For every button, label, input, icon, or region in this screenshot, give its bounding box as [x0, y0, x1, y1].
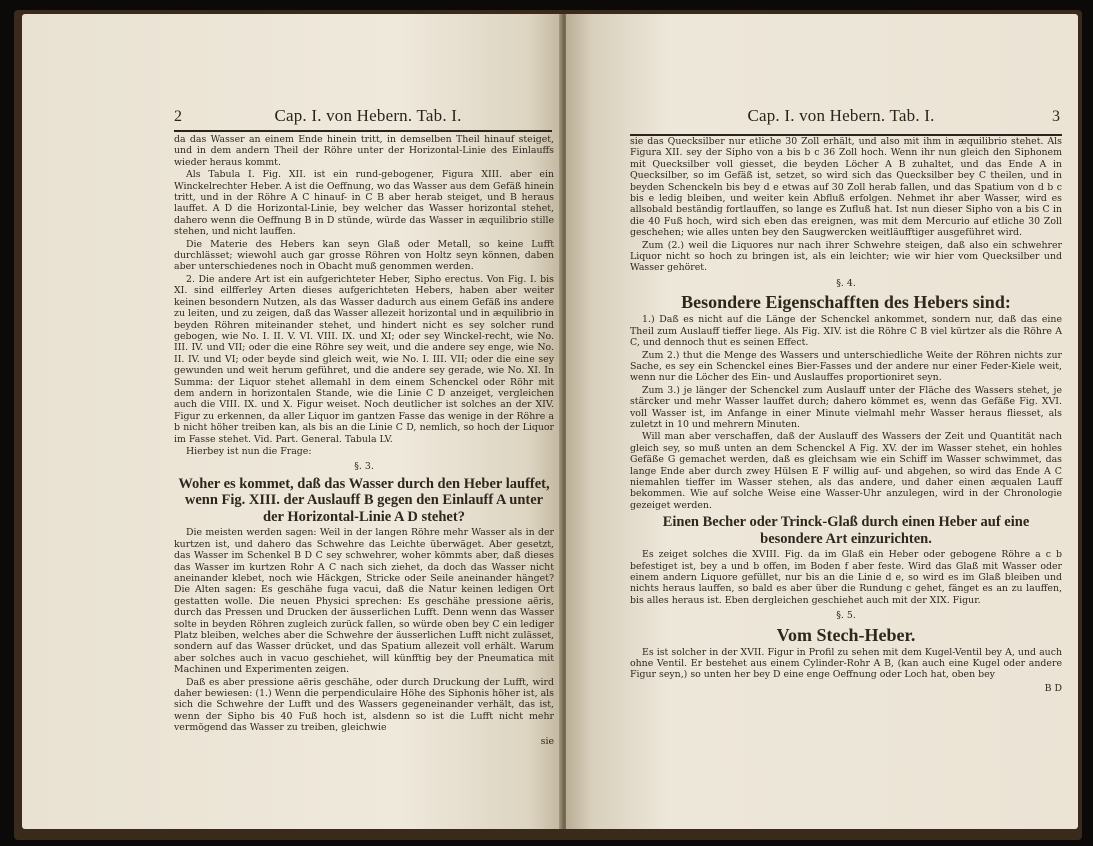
- catchword: B D: [1044, 682, 1062, 694]
- catchword: sie: [540, 735, 554, 747]
- page-number: 3: [1052, 108, 1060, 125]
- right-page: [566, 14, 1078, 829]
- paragraph: 2. Die andere Art ist ein aufgerichteter Heber, Sipho erectus. Von Fig. I. bis XI. sind eilfferley Arten dieses aufgerichteten Hebers, haben aber weiter keinen besondern Nutzen, als das Wasser dadurch aus einem Gefäß ins andere zu leiten, und zu zeigen, daß das Wasser allezeit horizontal und in æquilibrio in beyden Röhren miteinander stehet, und hindert nicht es sey solcher rund gebogen, wie No. I. II. V. VI. VIII. IX. und XI; oder sey Winckel-recht, wie No. III. IV. und VII; oder die eine Röhre sey weit, und die andere sey enge, wie No. II. IV. und VI; oder beyde sind gleich weit, wie No. I. III. VII; oder die eine sey gewunden und weit herum geführet, und die andere sey gerade, wie No. XI. In Summa: der Liquor stehet allemahl in dem einem Schenckel oder Röhr mit dem andern in horizontalen Stande, wie die Linie C D anzeiget, vergleichen auch die VIII. IX. und X. Figur weiset. Noch deutlicher ist solches an der XIV. Figur zu erkennen, da aller Liquor im gantzen Fasse das wenige in der Röhre a b nicht höher treiben kan, als bis an die Linie C D, nemlich, so hoch der Liquor im Fasse stehet. Vid. Part. General. Tabula LV.: [174, 273, 554, 445]
- paragraph: Hierbey ist nun die Frage:: [186, 445, 312, 457]
- paragraph: Die Materie des Hebers kan seyn Glaß oder Metall, so keine Lufft durchlässet; wiewohl auch gar grosse Röhren von Holtz seyn können, daben aber unterschiedenes noch in Obacht muß genommen werden.: [174, 238, 554, 273]
- paragraph: 1.) Daß es nicht auf die Länge der Schenckel ankommet, sondern nur, daß das eine Theil zum Auslauff tieffer liege. Als Fig. XIV. ist die Röhre C B viel kürtzer als die Röhre A C, und dennoch thut es seinen Effect.: [630, 314, 1062, 349]
- paragraph: Die meisten werden sagen: Weil in der langen Röhre mehr Wasser als in der kurtzen ist, und dahero das Schwehre das Leichte überwäget. Aber gesetzt, das Wasser im Schenkel B D C sey schwehrer, woher kömmts aber, daß dieses das Wasser im kurtzen Rohr A C nach sich ziehet, da doch das Wasser nicht aneinander klebet, noch wie Häckgen, Stricke oder Seile aneinander hänget? Die Alten sagen: Es geschähe fuga vacui, daß die Natur keinen ledigen Ort gestatten wolle. Die neuen Physici sprechen: Es geschähe pressione aëris, durch das Pressen und Drucken der äusserlichen Lufft. Denn wenn das Wasser solte in beyden Röhren zugleich zurück fallen, so würde oben bey C ein lediger Platz bleiben, welches aber die Schwehre der äusserlichen Lufft nicht zulässet, sondern auf das Wasser drücket, und das Spatium allezeit voll erhält. Warum aber solches auch in vacuo geschiehet, will künfftig bey der Pneumatica mit Machinen und Experimenten zeigen.: [174, 527, 554, 676]
- header-rule: [174, 130, 552, 132]
- section-number: §. 5.: [836, 610, 856, 622]
- paragraph: Zum 2.) thut die Menge des Wassers und unterschiedliche Weite der Röhren nichts zur Sache, es sey ein Schenckel eines Bier-Fasses und der andere nur einer Feder-Kiele weit, wenn nur die Löcher des Ein- und Auslauffes proportioniret seyn.: [630, 349, 1062, 384]
- paragraph: Daß es aber pressione aëris geschähe, oder durch Druckung der Lufft, wird daher bewiesen: (1.) Wenn die perpendiculaire Höhe des Siphonis höher ist, als sich die Schwehre der Lufft und des Wassers gegeneinander verhält, das ist, wenn der Sipho bis 40 Fuß hoch ist, alsdenn so ist die Lufft nicht mehr vermögend das Wasser zu treiben, gleichwie: [174, 676, 554, 734]
- paragraph: Zum 3.) je länger der Schenckel zum Auslauff unter der Fläche des Wassers stehet, je stärcker und mehr Wasser lauffet durch; dahero kömmet es, wenn das Gefäße Fig. XVI. voll Wasser ist, im Anfange in einer Minute vielmahl mehr Wasser heraus fliesset, als zuletzt in 10 und mehrern Minuten.: [630, 384, 1062, 430]
- section-heading: Besondere Eigenschafften des Hebers sind:: [681, 292, 1011, 313]
- paragraph: da das Wasser an einem Ende hinein tritt, in demselben Theil hinauf steiget, und in dem andern Theil der Röhre unter der Horizontal-Linie des Einlauffs wieder heraus kommt.: [174, 134, 554, 168]
- running-title: Cap. I. von Hebern. Tab. I.: [747, 106, 935, 125]
- paragraph: Zum (2.) weil die Liquores nur nach ihrer Schwehre steigen, daß also ein schwehrer Liquor nicht so hoch zu bringen ist, als ein leichter; wie wir hier vom Quecksilber und Wasser gehöret.: [630, 239, 1062, 274]
- subsection-heading: Einen Becher oder Trinck-Glaß durch einen Heber auf eine besondere Art einzurichten.: [662, 514, 1030, 547]
- right-page-body: [630, 136, 1062, 694]
- paragraph: Es ist solcher in der XVII. Figur in Profil zu sehen mit dem Kugel-Ventil bey A, und auch ohne Ventil. Er bestehet aus einem Cylinder-Rohr A B, (kan auch eine Kugel oder andere Figur seyn,) so unten her bey D eine enge Oeffnung oder Loch hat, oben bey: [630, 646, 1062, 681]
- paragraph: Es zeiget solches die XVIII. Fig. da im Glaß ein Heber oder gebogene Röhre a c b befestiget ist, bey a und b offen, im Boden f aber feste. Wird das Glaß mit Wasser oder einem andern Liquore gefüllet, nur bis an die Linie d e, so wird es im Glaß bleiben und nichts heraus lauffen, so bald es aber über die Rundung c gehet, fänget es an zu lauffen, bis alles heraus ist. Eben dergleichen geschiehet auch mit der XIX. Figur.: [630, 549, 1062, 606]
- paragraph: sie das Quecksilber nur etliche 30 Zoll erhält, und also mit ihm in æquilibrio stehet. Als Figura XII. sey der Sipho von a bis b c 36 Zoll hoch. Wenn ihr nun gleich den Siphonem mit Quecksilber voll giesset, die beyden Löcher A B zuhaltet, und das Ende A in Quecksilber, so im Gefäß ist, setzet, so wird sich das Quecksilber bey C theilen, und in beyden Schenckeln bis bey d e etwas auf 30 Zoll herab fallen, und das Spatium von d b c bis e ledig bleiben, und weiter kein Abfluß erfolgen. Nehmet ihr aber Wasser, wird es allsobald beständig fortlauffen, so lange es Zufluß hat. Ist nun dieser Sipho von a bis C in die 40 Fuß hoch, wird sich eben das ereignen, was mit dem Mercurio auf etliche 30 Zoll geschehen; wie alles unten bey den Saugwercken weitläufftiger ausgeführet wird.: [630, 136, 1062, 239]
- right-page-header: [630, 106, 1060, 132]
- question-heading: Woher es kommet, daß das Wasser durch den Heber lauffet, wenn Fig. XIII. der Auslauff B gegen den Einlauff A unter der Horizontal-Linie A D stehet?: [178, 475, 550, 525]
- open-book: [14, 10, 1082, 840]
- left-page-body: [174, 134, 554, 747]
- paragraph: Will man aber verschaffen, daß der Auslauff des Wassers der Zeit und Quantität nach gleich sey, so muß unten an dem Schenckel A Fig. XV. der im Wasser stehet, ein hohles Gefäße G gemachet werden, daß es gleichsam wie ein Schiff im Wasser schwimmet, das lange Ende aber durch zwey Hülsen E F willig auf- und abgehen, so wird das Ende A C niemahlen tieffer im Wasser stehen, als das andere, und daher einen æqualen Lauff bekommen. Wie auf solche Weise eine Wasser-Uhr anzulegen, wird in der Chronologie gezeiget werden.: [630, 431, 1062, 511]
- paragraph: Als Tabula I. Fig. XII. ist ein rund-gebogener, Figura XIII. aber ein Winckelrechter Heber. A ist die Oeffnung, wo das Wasser aus dem Gefäß hinein tritt, und in der Röhre A C hinauf- in C B aber herab steiget, und B heraus lauffet. A D die Horizontal-Linie, bey welcher das Wasser horizontal stehet, dahero wenn die Oeffnung B in D stünde, würde das Wasser in æquilibrio stille stehen, und nicht lauffen.: [174, 169, 554, 238]
- left-page-header: [174, 106, 554, 132]
- section-number: §. 4.: [836, 277, 856, 289]
- section-heading: Vom Stech-Heber.: [776, 624, 916, 645]
- left-page: [22, 14, 562, 829]
- running-title: Cap. I. von Hebern. Tab. I.: [274, 106, 462, 125]
- section-number: §. 3.: [354, 461, 374, 473]
- page-number: 2: [174, 108, 182, 125]
